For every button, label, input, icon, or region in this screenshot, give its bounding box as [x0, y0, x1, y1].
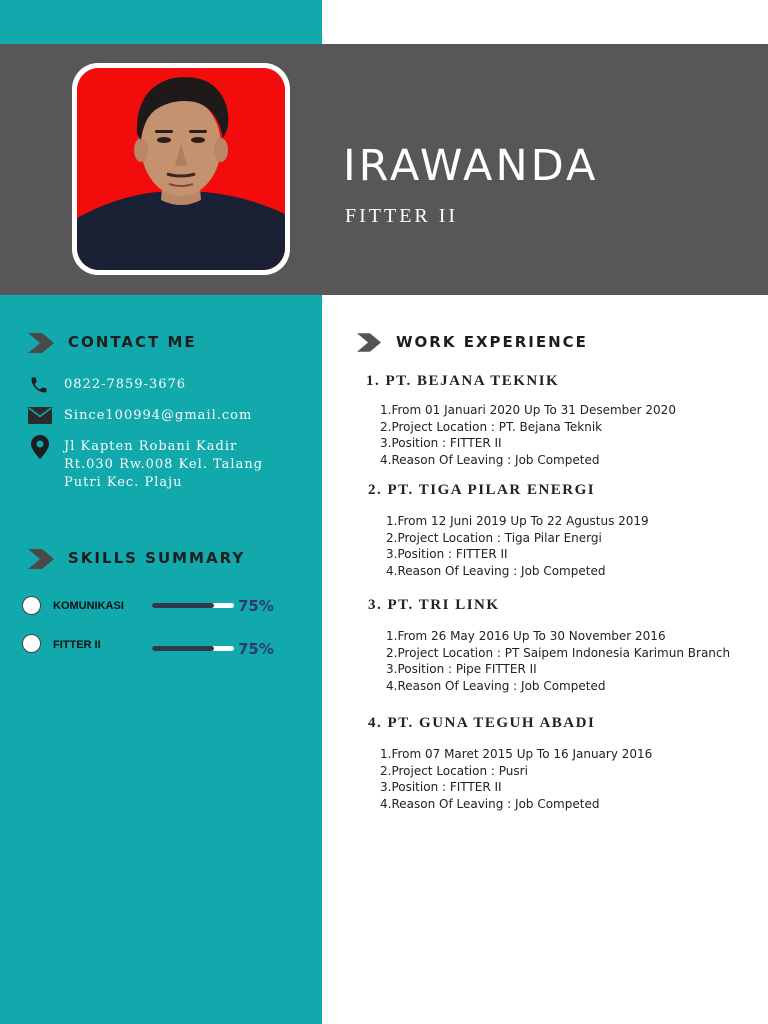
candidate-name: IRAWANDA — [343, 141, 599, 191]
job-details — [386, 628, 730, 694]
job-detail-line: 4.Reason Of Leaving : Job Competed — [386, 563, 606, 578]
email-address: Since100994@gmail.com — [64, 408, 253, 423]
chevron-right-icon — [357, 333, 381, 352]
portrait-illustration — [77, 68, 285, 270]
address-line-2: Rt.030 Rw.008 Kel. Talang — [64, 457, 264, 472]
job-detail-line: 4.Reason Of Leaving : Job Competed — [380, 452, 600, 467]
profile-photo — [77, 68, 285, 270]
skill-bullet — [22, 596, 41, 615]
job-detail-line: 3.Position : Pipe FITTER II — [386, 662, 537, 676]
address-line-3: Putri Kec. Plaju — [64, 475, 183, 490]
chevron-right-icon — [28, 549, 54, 569]
job-detail-line: 1.From 01 Januari 2020 Up To 31 Desember 2020 — [380, 403, 676, 417]
work-heading: WORK EXPERIENCE — [396, 333, 588, 351]
job-detail-line: 2.Project Location : Tiga Pilar Energi — [386, 530, 602, 545]
job-title: 2. PT. TIGA PILAR ENERGI — [368, 482, 596, 498]
job-detail-line: 4.Reason Of Leaving : Job Competed — [386, 678, 606, 693]
job-detail-line: 1.From 07 Maret 2015 Up To 16 January 2016 — [380, 747, 653, 761]
skill-percentage: 75% — [238, 640, 274, 658]
job-detail-line: 3.Position : FITTER II — [386, 547, 508, 561]
job-detail-line: 1.From 12 Juni 2019 Up To 22 Agustus 2019 — [386, 514, 649, 528]
job-title: 1. PT. BEJANA TEKNIK — [366, 373, 560, 389]
job-details — [380, 402, 676, 468]
skill-percentage: 75% — [238, 597, 274, 615]
job-detail-line: 3.Position : FITTER II — [380, 780, 502, 794]
job-title: 4. PT. GUNA TEGUH ABADI — [368, 715, 596, 731]
job-title: 3. PT. TRI LINK — [368, 597, 500, 613]
candidate-title: FITTER II — [345, 205, 459, 227]
job-detail-line: 1.From 26 May 2016 Up To 30 November 2016 — [386, 629, 666, 643]
job-details — [386, 513, 649, 579]
job-details — [380, 746, 652, 812]
job-detail-line: 3.Position : FITTER II — [380, 436, 502, 450]
job-detail-line: 2.Project Location : PT. Bejana Teknik — [380, 419, 603, 434]
skill-bar-track — [152, 646, 234, 651]
job-detail-line: 4.Reason Of Leaving : Job Competed — [380, 796, 600, 811]
phone-icon — [29, 375, 49, 395]
skill-name: FITTER II — [53, 639, 101, 651]
skill-bar-track — [152, 603, 234, 608]
address-line-1: Jl Kapten Robani Kadir — [64, 439, 238, 454]
skill-bullet — [22, 634, 41, 653]
profile-photo-frame — [72, 63, 290, 275]
chevron-right-icon — [28, 333, 54, 353]
mail-icon — [28, 407, 52, 424]
skill-bar-fill — [152, 646, 214, 651]
phone-number: 0822-7859-3676 — [64, 377, 187, 392]
skill-bar-fill — [152, 603, 214, 608]
location-pin-icon — [31, 435, 49, 459]
contact-heading: CONTACT ME — [68, 333, 197, 351]
job-detail-line: 2.Project Location : Pusri — [380, 763, 528, 778]
job-detail-line: 2.Project Location : PT Saipem Indonesia Karimun Branch — [386, 645, 731, 660]
skill-name: KOMUNIKASI — [53, 600, 124, 612]
skills-heading: SKILLS SUMMARY — [68, 549, 246, 567]
